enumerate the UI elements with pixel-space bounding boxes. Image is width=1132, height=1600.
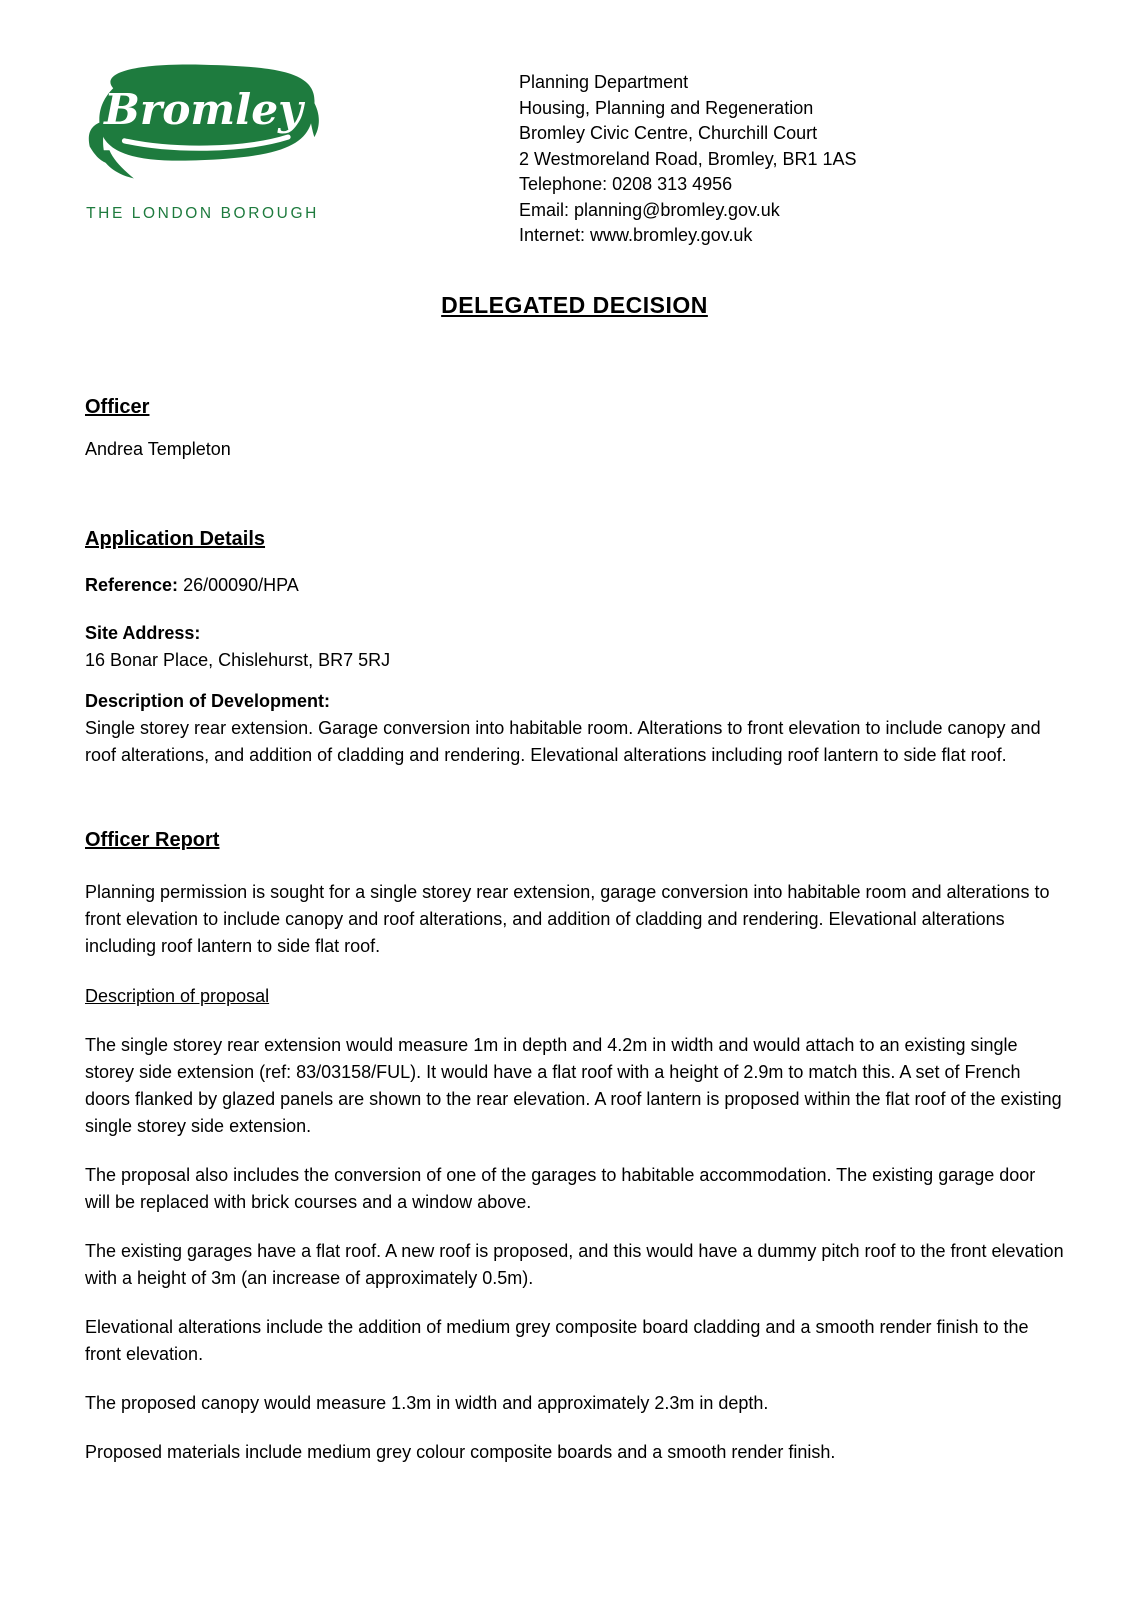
contact-details: [519, 60, 856, 249]
bromley-logo-graphic: [85, 60, 320, 201]
reference-value: 26/00090/HPA: [183, 574, 299, 595]
officer-section: [85, 395, 1064, 463]
contact-line-internet: Internet: www.bromley.gov.uk: [519, 225, 753, 245]
site-address-value: 16 Bonar Place, Chislehurst, BR7 5RJ: [85, 649, 391, 670]
report-paragraph: Elevational alterations include the addition of medium grey composite board cladding and a smooth render finish to the front elevation.: [85, 1316, 1029, 1364]
contact-line-street: 2 Westmoreland Road, Bromley, BR1 1AS: [519, 148, 857, 169]
site-address-label: Site Address:: [85, 622, 201, 643]
report-paragraph: Proposed materials include medium grey colour composite boards and a smooth render finish.: [85, 1441, 836, 1462]
reference-line: [85, 572, 1064, 599]
officer-heading: Officer: [85, 395, 150, 418]
letterhead: [85, 60, 1064, 249]
report-paragraph: The single storey rear extension would measure 1m in depth and 4.2m in width and would attach to an existing single storey side extension (ref: 83/03158/FUL). It would have a flat roof with a height of 2.9m to match this. A set of French doors flanked by glazed panels are shown to the rear elevation. A roof lantern is proposed within the flat roof of the existing single storey side extension.: [85, 1034, 1062, 1136]
description-of-development-label: Description of Development:: [85, 690, 331, 711]
application-details-heading: Application Details: [85, 527, 266, 550]
officer-name: Andrea Templeton: [85, 438, 231, 459]
report-paragraph: The existing garages have a flat roof. A new roof is proposed, and this would have a dummy pitch roof to the front elevation with a height of 3m (an increase of approximately 0.5m).: [85, 1240, 1064, 1288]
contact-line-department: Planning Department: [519, 72, 689, 92]
description-of-proposal-subheading: Description of proposal: [85, 985, 270, 1006]
officer-report-section: [85, 828, 1064, 1466]
report-paragraph: The proposal also includes the conversion of one of the garages to habitable accommodation. The existing garage door will be replaced with brick courses and a window above.: [85, 1164, 1036, 1212]
application-details-section: [85, 527, 1064, 769]
officer-report-intro: Planning permission is sought for a single storey rear extension, garage conversion into habitable room and alterations to front elevation to include canopy and roof alterations, and addition of cladding and rendering. Elevational alterations including roof lantern to side flat roof.: [85, 881, 1050, 956]
officer-report-heading: Officer Report: [85, 828, 220, 851]
contact-line-building: Bromley Civic Centre, Churchill Court: [519, 123, 818, 143]
report-paragraph: The proposed canopy would measure 1.3m in width and approximately 2.3m in depth.: [85, 1392, 769, 1413]
description-of-development-text: Single storey rear extension. Garage conversion into habitable room. Alterations to front elevation to include canopy and roof alterations, and addition of cladding and rendering. Elevational alterations including roof lantern to side flat roof.: [85, 717, 1041, 765]
contact-line-division: Housing, Planning and Regeneration: [519, 97, 814, 118]
contact-line-email: Email: planning@bromley.gov.uk: [519, 199, 780, 220]
logo-tagline: THE LONDON BOROUGH: [86, 205, 319, 222]
bromley-logo: [85, 60, 320, 223]
reference-label: Reference:: [85, 574, 179, 595]
document-title: DELEGATED DECISION: [441, 291, 708, 318]
bromley-wordmark: Bromley: [104, 83, 303, 134]
contact-line-telephone: Telephone: 0208 313 4956: [519, 174, 733, 194]
